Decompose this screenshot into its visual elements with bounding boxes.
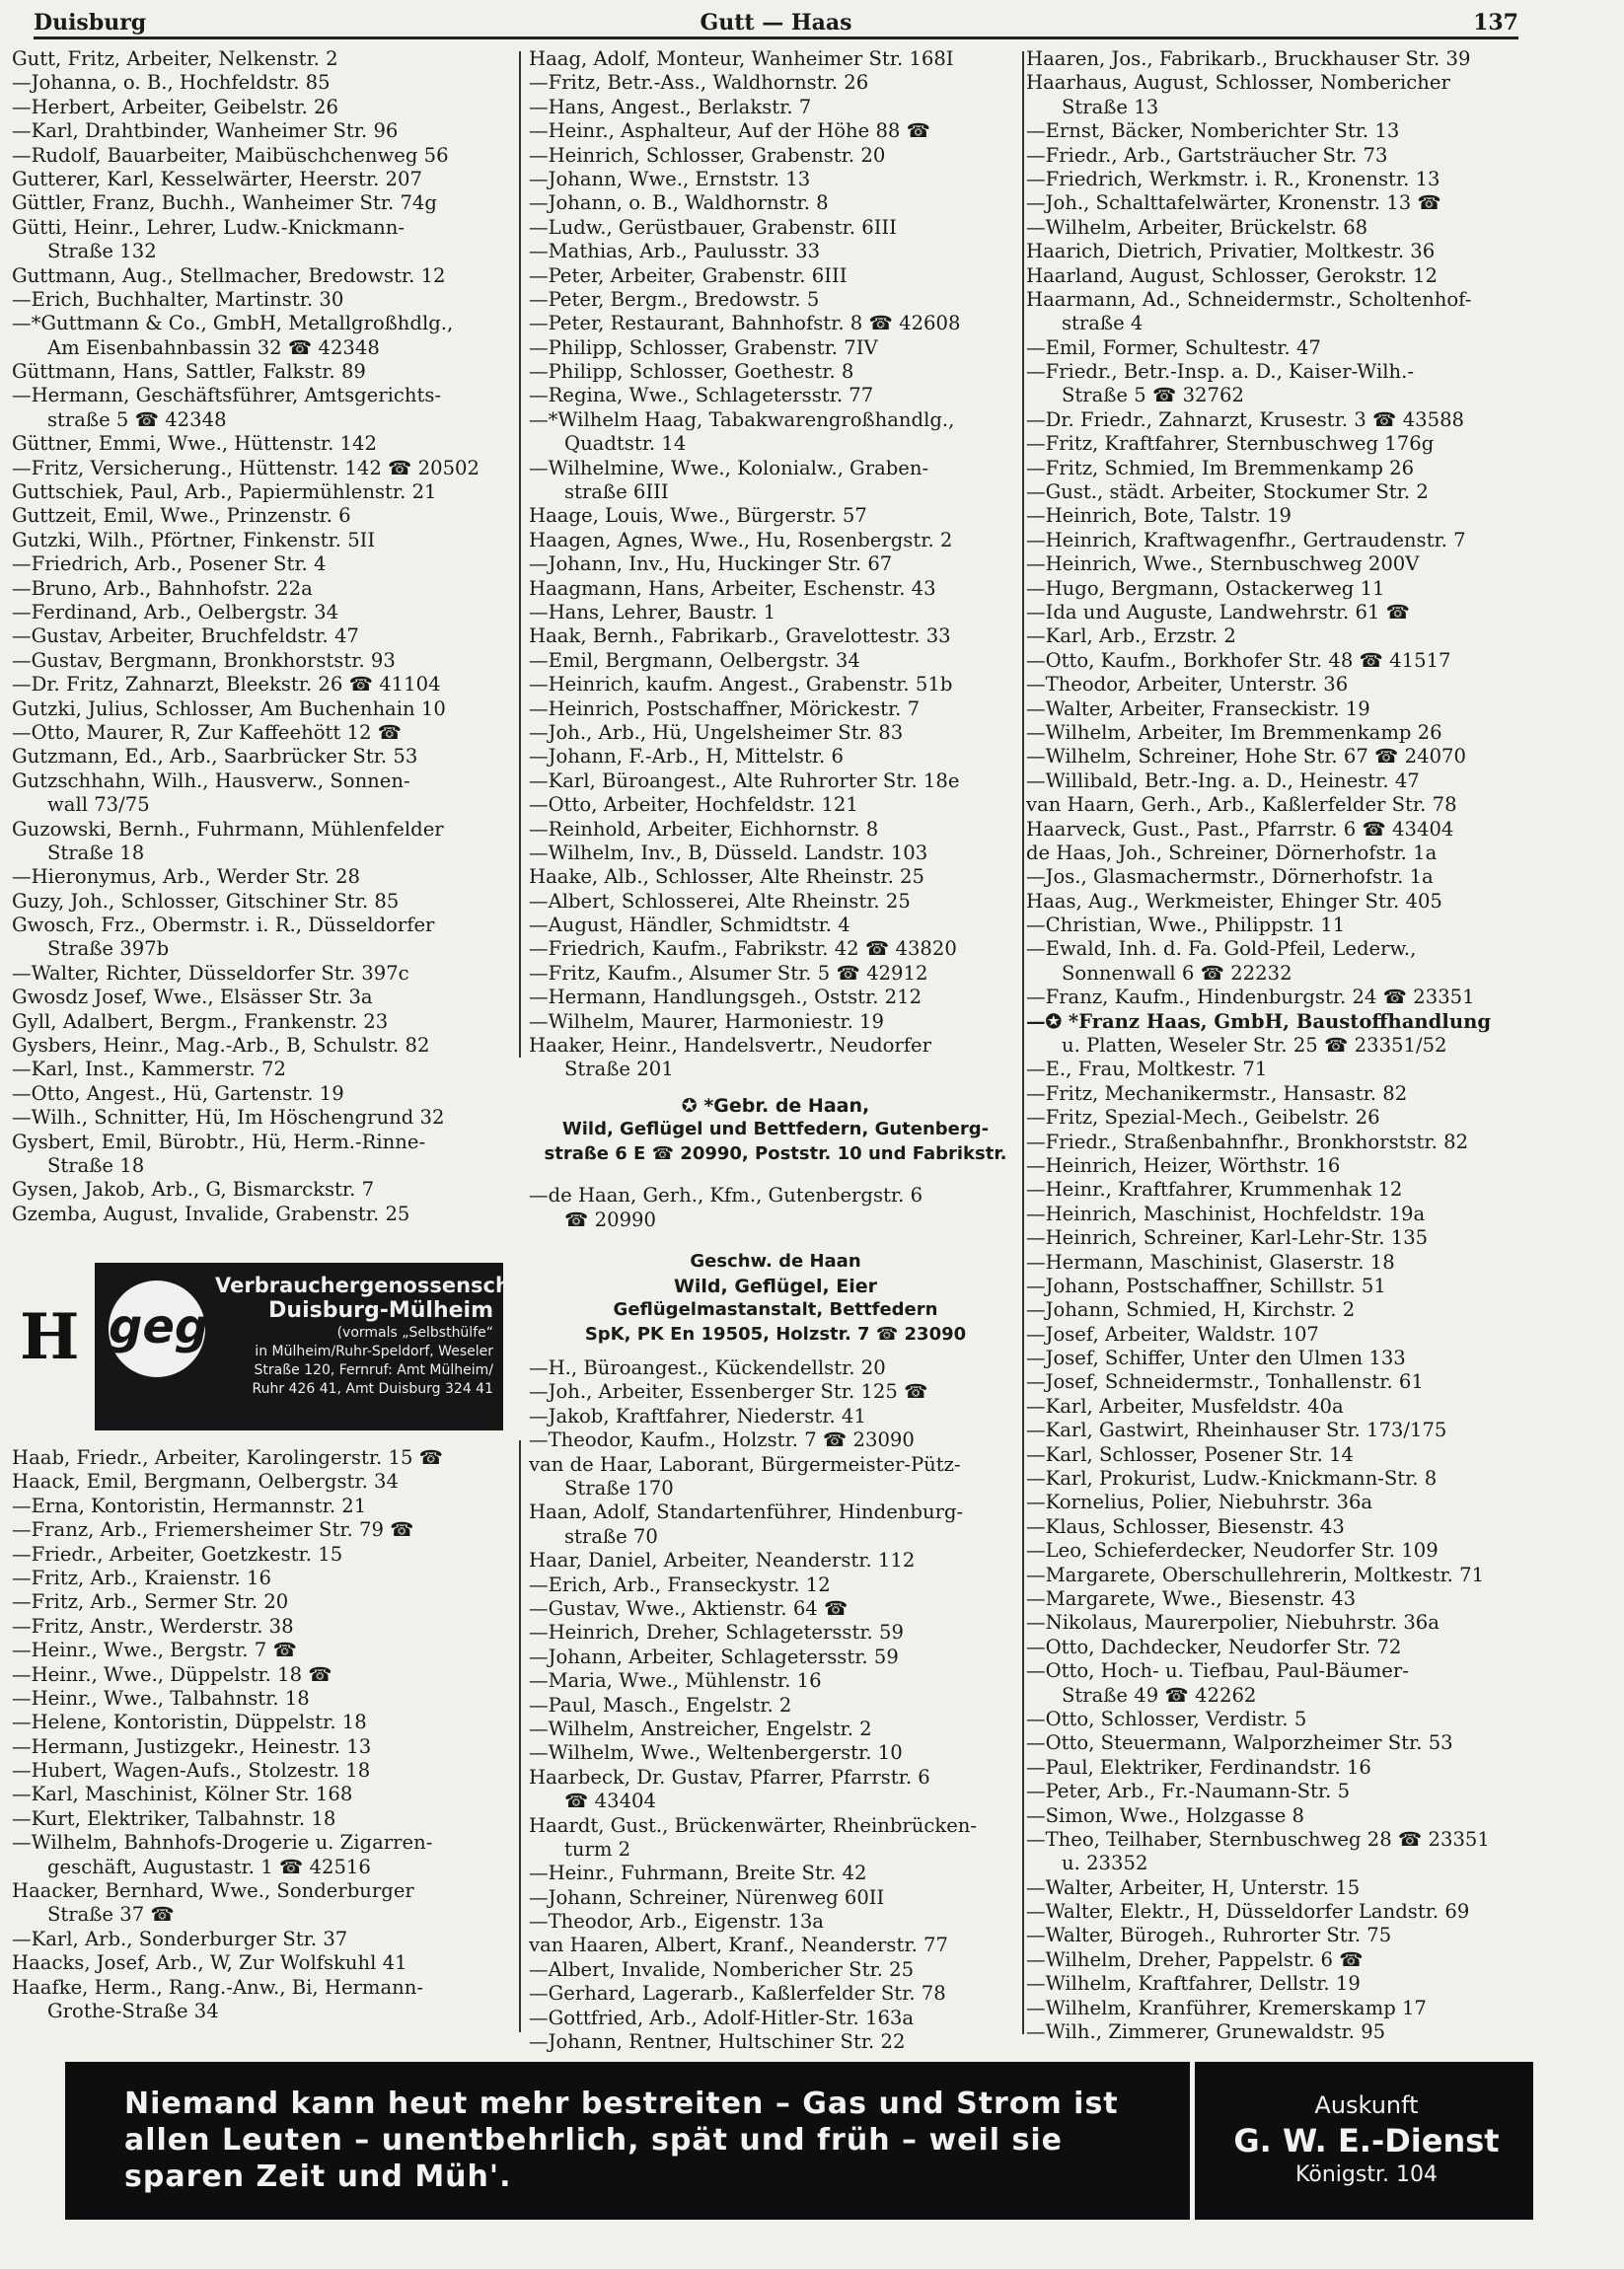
directory-entry: Haaren, Jos., Fabrikarb., Bruckhauser Str. 39 [1026, 47, 1471, 70]
directory-entry: —Heinr., Asphalteur, Auf der Höhe 88 ☎ [529, 119, 931, 143]
directory-entry: —Karl, Schlosser, Posener Str. 14 [1026, 1442, 1355, 1466]
entry-list [529, 1356, 1022, 2054]
advert-gebr-de-haan [529, 1094, 1022, 1167]
directory-entry: —Wilhelm, Kranführer, Kremerskamp 17 [1026, 1996, 1427, 2019]
directory-entry: —Ferdinand, Arb., Oelbergstr. 34 [12, 600, 339, 623]
column-divider [519, 1440, 521, 2032]
geg-logo: geg [109, 1281, 205, 1377]
advert-line: Wild, Geflügel, Eier [673, 1275, 878, 1297]
directory-entry: wall 73/75 [47, 793, 150, 817]
section-letter: H [20, 1300, 80, 1374]
directory-entry: —Gustav, Arbeiter, Bruchfeldstr. 47 [12, 624, 359, 648]
directory-entry: Haas, Aug., Werkmeister, Ehinger Str. 405 [1026, 889, 1442, 913]
banner-divider [1190, 2062, 1195, 2220]
directory-entry: de Haas, Joh., Schreiner, Dörnerhofstr. 1a [1026, 841, 1438, 864]
directory-entry: —Heinr., Wwe., Talbahnstr. 18 [12, 1686, 310, 1710]
directory-entry: —Heinr., Fuhrmann, Breite Str. 42 [529, 1862, 867, 1885]
directory-entry: —Johanna, o. B., Hochfeldstr. 85 [12, 71, 331, 95]
directory-entry: —Heinr., Wwe., Bergstr. 7 ☎ [12, 1639, 297, 1662]
directory-entry: —Hermann, Justizgekr., Heinestr. 13 [12, 1734, 372, 1758]
gas-electric-banner [65, 2062, 1533, 2220]
directory-entry: —Peter, Restaurant, Bahnhofstr. 8 ☎ 42608 [529, 312, 961, 335]
advert-line: in Mülheim/Ruhr-Speldorf, Weseler [255, 1344, 493, 1359]
slogan-line: Niemand kann heut mehr bestreiten – Gas und Strom ist [124, 2086, 1119, 2121]
directory-entry: Grothe-Straße 34 [47, 1999, 219, 2022]
directory-entry: Guzy, Joh., Schlosser, Gitschiner Str. 85 [12, 889, 400, 913]
directory-entry: Haagmann, Hans, Arbeiter, Eschenstr. 43 [529, 576, 936, 600]
directory-entry: Haaker, Heinr., Handelsvertr., Neudorfer [529, 1034, 931, 1058]
directory-entry: Haake, Alb., Schlosser, Alte Rheinstr. 25 [529, 865, 924, 889]
directory-entry: Haab, Friedr., Arbeiter, Karolingerstr. 15 ☎ [12, 1446, 444, 1469]
directory-entry: Haarich, Dietrich, Privatier, Moltkestr. 36 [1026, 240, 1436, 263]
directory-entry: —Heinrich, Kraftwagenfhr., Gertraudenstr. 7 [1026, 528, 1466, 551]
directory-entry: —Franz, Kaufm., Hindenburgstr. 24 ☎ 23351 [1026, 986, 1475, 1009]
entry-list [12, 47, 513, 1226]
directory-entry: —Wilh., Schnitter, Hü, Im Höschengrund 32 [12, 1106, 445, 1130]
directory-entry: —Peter, Arbeiter, Grabenstr. 6III [529, 263, 848, 287]
directory-entry: —Ida und Auguste, Landwehrstr. 61 ☎ [1026, 600, 1411, 623]
directory-entry: —Johann, Schmied, H, Kirchstr. 2 [1026, 1298, 1356, 1322]
directory-entry: —de Haan, Gerh., Kfm., Gutenbergstr. 6 [529, 1184, 923, 1208]
directory-entry: Straße 18 [47, 1153, 145, 1177]
directory-entry: —Herbert, Arbeiter, Geibelstr. 26 [12, 95, 338, 118]
entry-list [1026, 47, 1553, 2044]
directory-entry: —Karl, Maschinist, Kölner Str. 168 [12, 1783, 353, 1806]
directory-entry: —Fritz, Spezial-Mech., Geibelstr. 26 [1026, 1106, 1380, 1130]
directory-entry: —Fritz, Kaufm., Alsumer Str. 5 ☎ 42912 [529, 961, 928, 985]
directory-entry: —Gustav, Bergmann, Bronkhorststr. 93 [12, 648, 396, 672]
directory-entry: Gutzki, Wilh., Pförtner, Finkenstr. 5II [12, 528, 376, 551]
directory-entry: —Friedr., Arb., Gartsträucher Str. 73 [1026, 143, 1388, 167]
directory-entry: —Karl, Arb., Erzstr. 2 [1026, 624, 1236, 648]
directory-entry: —Hans, Lehrer, Baustr. 1 [529, 600, 776, 623]
directory-entry: —Walter, Arbeiter, H, Unterstr. 15 [1026, 1875, 1361, 1899]
directory-entry: —Otto, Steuermann, Walporzheimer Str. 53 [1026, 1731, 1453, 1755]
directory-entry: Haacks, Josef, Arb., W, Zur Wolfskuhl 41 [12, 1951, 407, 1975]
directory-entry: —Emil, Former, Schultestr. 47 [1026, 335, 1321, 359]
directory-entry: —Gerhard, Lagerarb., Kaßlerfelder Str. 78 [529, 1982, 946, 2006]
directory-entry: —Heinrich, Bote, Talstr. 19 [1026, 504, 1292, 528]
directory-entry: Haarmann, Ad., Schneidermstr., Scholtenhof- [1026, 287, 1472, 311]
directory-entry: —Peter, Arb., Fr.-Naumann-Str. 5 [1026, 1780, 1351, 1803]
directory-entry: —Gustav, Wwe., Aktienstr. 64 ☎ [529, 1596, 849, 1620]
directory-entry: —Nikolaus, Maurerpolier, Niebuhrstr. 36a [1026, 1611, 1439, 1635]
directory-entry: —Theodor, Arbeiter, Unterstr. 36 [1026, 673, 1349, 696]
directory-entry: —Fritz, Versicherung., Hüttenstr. 142 ☎ 20502 [12, 456, 480, 479]
directory-entry: —Karl, Gastwirt, Rheinhauser Str. 173/175 [1026, 1419, 1447, 1442]
directory-entry: Gzemba, August, Invalide, Grabenstr. 25 [12, 1202, 410, 1225]
directory-entry: —Fritz, Kraftfahrer, Sternbuschweg 176g [1026, 432, 1435, 456]
directory-entry: —Paul, Masch., Engelstr. 2 [529, 1693, 792, 1717]
directory-entry: —Fritz, Anstr., Werderstr. 38 [12, 1614, 294, 1638]
advert-line: (vormals „Selbsthülfe“ [336, 1325, 493, 1341]
directory-entry: Straße 18 [47, 841, 145, 864]
directory-entry: —Philipp, Schlosser, Goethestr. 8 [529, 360, 854, 384]
directory-entry: —Hugo, Bergmann, Ostackerweg 11 [1026, 576, 1385, 600]
directory-entry: —Karl, Arb., Sonderburger Str. 37 [12, 1927, 348, 1950]
directory-entry: —Johann, o. B., Waldhornstr. 8 [529, 191, 829, 215]
directory-entry: —Wilh., Zimmerer, Grunewaldstr. 95 [1026, 2020, 1386, 2044]
directory-entry: —Wilhelm, Arbeiter, Brückelstr. 68 [1026, 215, 1368, 239]
directory-entry: Straße 170 [564, 1477, 674, 1500]
directory-entry: —Johann, Wwe., Ernststr. 13 [529, 167, 811, 190]
directory-entry: —Joh., Schalttafelwärter, Kronenstr. 13 ☎ [1026, 191, 1441, 215]
directory-entry: —Margarete, Oberschullehrerin, Moltkestr. 71 [1026, 1563, 1485, 1586]
directory-entry: —Wilhelm, Anstreicher, Engelstr. 2 [529, 1717, 872, 1740]
directory-entry: Guttzeit, Emil, Wwe., Prinzenstr. 6 [12, 504, 351, 528]
directory-entry: Haarveck, Gust., Past., Pfarrstr. 6 ☎ 43404 [1026, 817, 1454, 841]
directory-entry: —Ernst, Bäcker, Nomberichter Str. 13 [1026, 119, 1400, 143]
directory-entry: Gysen, Jakob, Arb., G, Bismarckstr. 7 [12, 1178, 375, 1202]
header-city: Duisburg [34, 10, 147, 36]
directory-entry: —Rudolf, Bauarbeiter, Maibüschchenweg 56 [12, 143, 449, 167]
directory-entry: —Wilhelmine, Wwe., Kolonialw., Graben- [529, 456, 929, 479]
directory-entry: Haar, Daniel, Arbeiter, Neanderstr. 112 [529, 1549, 916, 1573]
directory-entry: —Theodor, Arb., Eigenstr. 13a [529, 1910, 824, 1934]
directory-entry: Güttler, Franz, Buchh., Wanheimer Str. 74g [12, 191, 437, 215]
advert-line: ✪ *Gebr. de Haan, [681, 1094, 870, 1117]
directory-entry: —H., Büroangest., Kückendellstr. 20 [529, 1356, 886, 1380]
directory-entry: Haack, Emil, Bergmann, Oelbergstr. 34 [12, 1470, 399, 1494]
directory-entry: —Albert, Schlosserei, Alte Rheinstr. 25 [529, 889, 911, 913]
directory-entry: —Klaus, Schlosser, Biesenstr. 43 [1026, 1514, 1345, 1538]
directory-entry: van de Haar, Laborant, Bürgermeister-Pütz- [529, 1452, 961, 1476]
directory-entry: Gutt, Fritz, Arbeiter, Nelkenstr. 2 [12, 47, 338, 70]
directory-entry: —Heinr., Wwe., Düppelstr. 18 ☎ [12, 1662, 332, 1686]
directory-entry: —Regina, Wwe., Schlagetersstr. 77 [529, 384, 874, 407]
directory-entry: —Ludw., Gerüstbauer, Grabenstr. 6III [529, 215, 897, 239]
directory-entry: Gütti, Heinr., Lehrer, Ludw.-Knickmann- [12, 215, 406, 239]
directory-entry: straße 6III [564, 480, 669, 504]
directory-entry: Straße 13 [1062, 95, 1159, 118]
slogan-line: sparen Zeit und Müh'. [124, 2159, 512, 2194]
directory-entry: straße 5 ☎ 42348 [47, 407, 227, 431]
directory-entry: Gutterer, Karl, Kesselwärter, Heerstr. 207 [12, 167, 422, 190]
directory-entry: —Karl, Arbeiter, Musfeldstr. 40a [1026, 1394, 1344, 1418]
directory-entry: —Ewald, Inh. d. Fa. Gold-Pfeil, Lederw., [1026, 937, 1417, 961]
directory-entry: —Joh., Arbeiter, Essenberger Str. 125 ☎ [529, 1380, 928, 1404]
directory-entry: Straße 49 ☎ 42262 [1062, 1683, 1257, 1707]
column-1-lower [12, 1446, 513, 2023]
page-header [34, 6, 1518, 39]
column-1 [12, 47, 513, 1226]
directory-entry: —Jos., Glasmachermstr., Dörnerhofstr. 1a [1026, 865, 1434, 889]
column-divider [519, 51, 521, 1058]
directory-entry: —Karl, Prokurist, Ludw.-Knickmann-Str. 8 [1026, 1467, 1438, 1491]
directory-entry: —Friedrich, Werkmstr. i. R., Kronenstr. 13 [1026, 167, 1440, 190]
advert-line: Straße 120, Fernruf: Amt Mülheim/ [254, 1362, 493, 1378]
directory-entry: Straße 5 ☎ 32762 [1062, 384, 1244, 407]
directory-entry: —Albert, Invalide, Nombericher Str. 25 [529, 1957, 915, 1981]
directory-entry: Quadtstr. 14 [564, 432, 687, 456]
directory-entry: Güttmann, Hans, Sattler, Falkstr. 89 [12, 360, 366, 384]
directory-entry: Gyll, Adalbert, Bergm., Frankenstr. 23 [12, 1009, 389, 1033]
header-range: Gutt — Haas [700, 10, 852, 36]
directory-entry: —Otto, Angest., Hü, Gartenstr. 19 [12, 1081, 344, 1105]
directory-entry: —*Wilhelm Haag, Tabakwarengroßhandlg., [529, 407, 955, 431]
info-label: Auskunft [1314, 2091, 1419, 2119]
column-3 [1026, 47, 1553, 2044]
directory-entry: Sonnenwall 6 ☎ 22232 [1062, 961, 1292, 985]
directory-entry: —Erich, Arb., Franseckystr. 12 [529, 1573, 831, 1596]
directory-entry: Guttschiek, Paul, Arb., Papiermühlenstr. 21 [12, 480, 437, 504]
directory-entry: —Paul, Elektriker, Ferdinandstr. 16 [1026, 1755, 1371, 1779]
directory-entry: Haak, Bernh., Fabrikarb., Gravelottestr. 33 [529, 624, 951, 648]
directory-entry: —E., Frau, Moltkestr. 71 [1026, 1058, 1268, 1081]
directory-entry: —Walter, Bürogeh., Ruhrorter Str. 75 [1026, 1924, 1392, 1947]
directory-entry: —Heinrich, Maschinist, Hochfeldstr. 19a [1026, 1202, 1426, 1225]
info-service: G. W. E.-Dienst [1233, 2122, 1500, 2159]
directory-entry: —Johann, Inv., Hu, Huckinger Str. 67 [529, 552, 893, 576]
directory-entry: —Heinrich, kaufm. Angest., Grabenstr. 51b [529, 673, 953, 696]
advert-line: Geflügelmastanstalt, Bettfedern [613, 1299, 938, 1321]
directory-entry: —Christian, Wwe., Philippstr. 11 [1026, 914, 1346, 937]
directory-entry: —Mathias, Arb., Paulusstr. 33 [529, 240, 821, 263]
column-divider [1022, 51, 1024, 2034]
directory-entry: —Otto, Schlosser, Verdistr. 5 [1026, 1707, 1307, 1730]
advert-line: straße 6 E ☎ 20990, Poststr. 10 und Fabrikstr. [544, 1142, 1007, 1164]
directory-entry: —Hubert, Wagen-Aufs., Stolzestr. 18 [12, 1759, 371, 1783]
directory-entry: ☎ 43404 [564, 1790, 656, 1813]
directory-entry: —Helene, Kontoristin, Düppelstr. 18 [12, 1711, 367, 1734]
directory-entry: —Kornelius, Polier, Niebuhrstr. 36a [1026, 1491, 1373, 1514]
directory-entry: —Otto, Maurer, R, Zur Kaffeehött 12 ☎ [12, 720, 403, 744]
directory-entry: —Walter, Elektr., H, Düsseldorfer Landstr. 69 [1026, 1900, 1470, 1924]
advert-line: Wild, Geflügel und Bettfedern, Gutenberg- [561, 1119, 990, 1140]
directory-entry: Haarhaus, August, Schlosser, Nombericher [1026, 71, 1450, 95]
directory-entry: —Fritz, Mechanikermstr., Hansastr. 82 [1026, 1081, 1408, 1105]
directory-entry: —Walter, Arbeiter, Franseckistr. 19 [1026, 696, 1370, 720]
advert-line: Ruhr 426 41, Amt Duisburg 324 41 [252, 1381, 493, 1397]
directory-entry: —Hermann, Maschinist, Glaserstr. 18 [1026, 1250, 1395, 1274]
directory-entry: —Friedr., Arbeiter, Goetzkestr. 15 [12, 1542, 343, 1566]
directory-entry: Gutzmann, Ed., Arb., Saarbrücker Str. 53 [12, 745, 418, 769]
directory-entry: Haan, Adolf, Standartenführer, Hindenburg- [529, 1500, 964, 1524]
directory-entry: Haage, Louis, Wwe., Bürgerstr. 57 [529, 504, 867, 528]
directory-entry: —Karl, Drahtbinder, Wanheimer Str. 96 [12, 119, 399, 143]
directory-entry: —Friedr., Straßenbahnfhr., Bronkhorststr. 82 [1026, 1130, 1469, 1153]
directory-entry: —Reinhold, Arbeiter, Eichhornstr. 8 [529, 817, 879, 841]
directory-entry: —Erna, Kontoristin, Hermannstr. 21 [12, 1494, 367, 1517]
directory-entry: —Theo, Teilhaber, Sternbuschweg 28 ☎ 23351 [1026, 1827, 1490, 1851]
directory-entry: —Heinr., Kraftfahrer, Krummenhak 12 [1026, 1178, 1403, 1202]
directory-entry: —Hans, Angest., Berlakstr. 7 [529, 95, 812, 118]
column-2 [529, 47, 1022, 2054]
directory-entry: —Hermann, Handlungsgeh., Oststr. 212 [529, 986, 923, 1009]
directory-entry: —Wilhelm, Maurer, Harmoniestr. 19 [529, 1009, 884, 1033]
directory-entry: Gutzschhahn, Wilh., Hausverw., Sonnen- [12, 769, 410, 792]
directory-entry: —Karl, Inst., Kammerstr. 72 [12, 1058, 286, 1081]
directory-entry: —Theodor, Kaufm., Holzstr. 7 ☎ 23090 [529, 1428, 915, 1452]
directory-entry: —Wilhelm, Arbeiter, Im Bremmenkamp 26 [1026, 720, 1442, 744]
directory-entry: geschäft, Augustastr. 1 ☎ 42516 [47, 1855, 371, 1878]
directory-entry: —Wilhelm, Bahnhofs-Drogerie u. Zigarren- [12, 1831, 433, 1855]
directory-entry: Haag, Adolf, Monteur, Wanheimer Str. 168I [529, 47, 954, 70]
directory-entry: Haarbeck, Dr. Gustav, Pfarrer, Pfarrstr. 6 [529, 1765, 930, 1789]
directory-entry: —Jakob, Kraftfahrer, Niederstr. 41 [529, 1404, 866, 1427]
directory-entry: —Dr. Friedr., Zahnarzt, Krusestr. 3 ☎ 43588 [1026, 407, 1465, 431]
header-rule [34, 37, 1518, 39]
directory-entry: —Fritz, Schmied, Im Bremmenkamp 26 [1026, 456, 1415, 479]
directory-entry: van Haarn, Gerh., Arb., Kaßlerfelder Str. 78 [1026, 793, 1457, 817]
entry-list [12, 1446, 513, 2023]
directory-entry: —Heinrich, Heizer, Wörthstr. 16 [1026, 1153, 1341, 1177]
directory-entry: —Fritz, Arb., Sermer Str. 20 [12, 1590, 289, 1614]
banner-slogan [124, 2086, 1150, 2195]
directory-entry: —Otto, Hoch- u. Tiefbau, Paul-Bäumer- [1026, 1659, 1409, 1683]
directory-entry: Gutzki, Julius, Schlosser, Am Buchenhain 10 [12, 696, 446, 720]
directory-entry: —Wilhelm, Kraftfahrer, Dellstr. 19 [1026, 1972, 1361, 1996]
directory-entry: Straße 201 [564, 1058, 674, 1081]
directory-entry: —Johann, Rentner, Hultschiner Str. 22 [529, 2030, 906, 2054]
directory-entry: —Wilhelm, Schreiner, Hohe Str. 67 ☎ 24070 [1026, 745, 1466, 769]
page-number: 137 [1473, 10, 1518, 36]
directory-entry: —Friedrich, Kaufm., Fabrikstr. 42 ☎ 43820 [529, 937, 957, 961]
directory-entry: —Wilhelm, Inv., B, Düsseld. Landstr. 103 [529, 841, 928, 864]
advert-line: Duisburg-Mülheim [268, 1298, 493, 1323]
directory-entry: —Gust., städt. Arbeiter, Stockumer Str. 2 [1026, 480, 1429, 504]
advert-line: Geschw. de Haan [690, 1251, 861, 1273]
directory-entry: —Wilhelm, Dreher, Pappelstr. 6 ☎ [1026, 1947, 1364, 1971]
directory-entry: —Simon, Wwe., Holzgasse 8 [1026, 1803, 1305, 1827]
directory-entry: Gysbert, Emil, Bürobtr., Hü, Herm.-Rinne- [12, 1130, 426, 1153]
directory-entry: Straße 37 ☎ [47, 1903, 175, 1927]
directory-entry: Gysbers, Heinr., Mag.-Arb., B, Schulstr. 82 [12, 1034, 430, 1058]
banner-info [1200, 2089, 1533, 2190]
directory-entry: Haacker, Bernhard, Wwe., Sonderburger [12, 1879, 414, 1903]
directory-entry: —Heinrich, Dreher, Schlagetersstr. 59 [529, 1621, 904, 1645]
directory-entry: Güttner, Emmi, Wwe., Hüttenstr. 142 [12, 432, 377, 456]
directory-entry: —*Guttmann & Co., GmbH, Metallgroßhdlg., [12, 312, 454, 335]
directory-entry: Straße 397b [47, 937, 170, 961]
directory-entry: —Margarete, Wwe., Biesenstr. 43 [1026, 1587, 1357, 1610]
directory-entry: —Heinrich, Schreiner, Karl-Lehr-Str. 135 [1026, 1226, 1429, 1250]
info-address: Königstr. 104 [1295, 2162, 1438, 2187]
directory-entry: —Heinrich, Postschaffner, Mörickestr. 7 [529, 696, 921, 720]
directory-entry: —Emil, Bergmann, Oelbergstr. 34 [529, 648, 860, 672]
directory-entry: u. Platten, Weseler Str. 25 ☎ 23351/52 [1062, 1034, 1447, 1058]
directory-entry: —✪ *Franz Haas, GmbH, Baustoffhandlung [1026, 1009, 1492, 1033]
directory-entry: —Bruno, Arb., Bahnhofstr. 22a [12, 576, 313, 600]
directory-entry: turm 2 [564, 1837, 631, 1861]
directory-entry: —Otto, Arbeiter, Hochfeldstr. 121 [529, 793, 858, 817]
directory-entry: —Maria, Wwe., Mühlenstr. 16 [529, 1669, 822, 1693]
directory-entry: Gwosch, Frz., Obermstr. i. R., Düsseldorfer [12, 914, 435, 937]
directory-entry: straße 4 [1062, 312, 1144, 335]
directory-entry: —Johann, Schreiner, Nürenweg 60II [529, 1885, 885, 1909]
directory-entry: —Johann, Arbeiter, Schlagetersstr. 59 [529, 1645, 899, 1668]
advert-line: Verbrauchergenossenschaft [215, 1274, 544, 1297]
directory-entry: —Heinrich, Wwe., Sternbuschweg 200V [1026, 552, 1420, 576]
directory-entry: Guzowski, Bernh., Fuhrmann, Mühlenfelder [12, 817, 444, 841]
entry-list [529, 1184, 1022, 1232]
directory-entry: —Josef, Schneidermstr., Tonhallenstr. 61 [1026, 1370, 1424, 1394]
directory-entry: —Leo, Schieferdecker, Neudorfer Str. 109 [1026, 1539, 1439, 1563]
directory-entry: van Haaren, Albert, Kranf., Neanderstr. 77 [529, 1934, 948, 1957]
slogan-line: allen Leuten – unentbehrlich, spät und früh – weil sie [124, 2123, 1063, 2158]
directory-entry: —Friedrich, Arb., Posener Str. 4 [12, 552, 327, 576]
advert-geg [95, 1263, 544, 1430]
directory-entry: —Heinrich, Schlosser, Grabenstr. 20 [529, 143, 886, 167]
directory-entry: —Otto, Kaufm., Borkhofer Str. 48 ☎ 41517 [1026, 648, 1451, 672]
directory-entry: —Walter, Richter, Düsseldorfer Str. 397c [12, 961, 409, 985]
directory-entry: —Dr. Fritz, Zahnarzt, Bleekstr. 26 ☎ 41104 [12, 673, 441, 696]
entry-list [529, 47, 1022, 1082]
directory-entry: —Johann, Postschaffner, Schillstr. 51 [1026, 1274, 1386, 1297]
directory-entry: —Willibald, Betr.-Ing. a. D., Heinestr. 47 [1026, 769, 1420, 792]
directory-entry: —Kurt, Elektriker, Talbahnstr. 18 [12, 1806, 336, 1830]
directory-entry: —Peter, Bergm., Bredowstr. 5 [529, 287, 820, 311]
directory-entry: —Franz, Arb., Friemersheimer Str. 79 ☎ [12, 1518, 414, 1542]
directory-entry: Haafke, Herm., Rang.-Anw., Bi, Hermann- [12, 1975, 424, 1999]
directory-entry: u. 23352 [1062, 1852, 1148, 1875]
directory-entry: —Otto, Dachdecker, Neudorfer Str. 72 [1026, 1635, 1402, 1658]
directory-entry: —Wilhelm, Wwe., Weltenbergerstr. 10 [529, 1741, 903, 1765]
directory-entry: Haarland, August, Schlosser, Gerokstr. 12 [1026, 263, 1438, 287]
directory-entry: —Erich, Buchhalter, Martinstr. 30 [12, 287, 344, 311]
advert-line: SpK, PK En 19505, Holzstr. 7 ☎ 23090 [584, 1323, 967, 1345]
directory-entry: —Friedr., Betr.-Insp. a. D., Kaiser-Wilh.- [1026, 360, 1414, 384]
directory-entry: —Joh., Arb., Hü, Ungelsheimer Str. 83 [529, 720, 904, 744]
directory-entry: —Johann, F.-Arb., H, Mittelstr. 6 [529, 745, 844, 769]
directory-entry: Gwosdz Josef, Wwe., Elsässer Str. 3a [12, 986, 373, 1009]
directory-entry: —Josef, Arbeiter, Waldstr. 107 [1026, 1322, 1319, 1346]
directory-entry: —Gottfried, Arb., Adolf-Hitler-Str. 163a [529, 2006, 915, 2029]
directory-entry: —Hermann, Geschäftsführer, Amtsgerichts- [12, 384, 442, 407]
directory-entry: Straße 132 [47, 240, 157, 263]
directory-entry: —Philipp, Schlosser, Grabenstr. 7IV [529, 335, 878, 359]
directory-entry: —Hieronymus, Arb., Werder Str. 28 [12, 865, 360, 889]
directory-entry: straße 70 [564, 1524, 658, 1548]
advert-geschw-de-haan [529, 1250, 1022, 1347]
directory-entry: —Fritz, Betr.-Ass., Waldhornstr. 26 [529, 71, 869, 95]
directory-entry: Am Eisenbahnbassin 32 ☎ 42348 [47, 335, 380, 359]
directory-entry: —Josef, Schiffer, Unter den Ulmen 133 [1026, 1347, 1406, 1370]
directory-entry: —August, Händler, Schmidtstr. 4 [529, 914, 850, 937]
directory-entry: —Fritz, Arb., Kraienstr. 16 [12, 1566, 271, 1589]
directory-entry: Guttmann, Aug., Stellmacher, Bredowstr. 12 [12, 263, 446, 287]
directory-entry: Haagen, Agnes, Wwe., Hu, Rosenbergstr. 2 [529, 528, 953, 551]
directory-entry: ☎ 20990 [564, 1208, 656, 1231]
directory-entry: —Karl, Büroangest., Alte Ruhrorter Str. 18e [529, 769, 960, 792]
directory-entry: Haardt, Gust., Brückenwärter, Rheinbrücken- [529, 1813, 978, 1837]
